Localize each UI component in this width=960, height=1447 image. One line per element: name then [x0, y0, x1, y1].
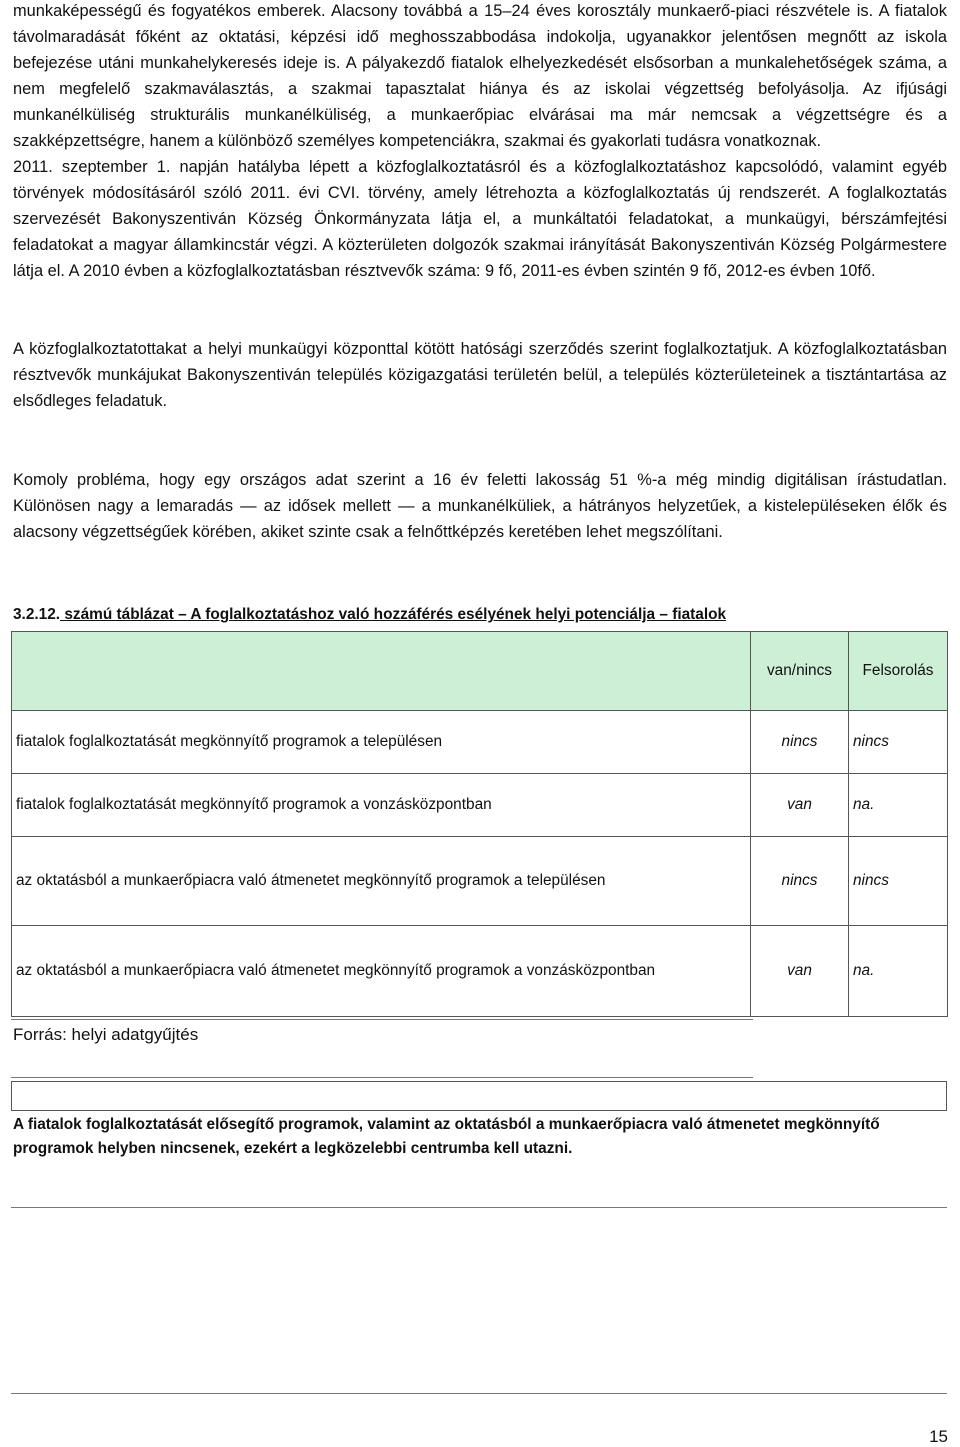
row-label: az oktatásból a munkaerőpiacra való átmenetet megkönnyítő programok a vonzásközpontban [12, 926, 751, 1017]
page-number: 15 [929, 1427, 948, 1446]
paragraph-sentence: munkaképességű és fogyatékos emberek. Alacsony továbbá a 15–24 éves korosztály munkaerő-piaci részvétele is. A fiatalok távolmaradását főként az oktatási, képzési idő meghosszabbodása indokolja, ugyanakkor jelentősen megnőtt az iskola befejezése utáni munkahelykeresés ideje is. A pályakezdő fiatalok elhelyezkedését elsősorban a munkalehetőségek száma, a nem megfelelő szakmaválasztás, a szakmai tapasztalat hiánya és az iskolai végzettség befolyásolja. Az ifjúsági munkanélküliség strukturális munkanélküliség, a munkaerőpiac elvárásai ma már nemcsak a végzettségre és a szakképzettségre, hanem a különböző személyes kompetenciákra, szakmai és gyakorlati tudásra vonatkoznak. [13, 2, 947, 150]
row-vannincs: nincs [751, 837, 849, 926]
row-vannincs: nincs [751, 711, 849, 774]
table-row [12, 837, 948, 926]
table-row [12, 774, 948, 837]
table-title: számú táblázat – A foglalkoztatáshoz való hozzáférés esélyének helyi potenciálja – fiatalok [60, 606, 727, 623]
paragraph-public-work: A közfoglalkoztatottakat a helyi munkaügyi központtal kötött hatósági szerződés szerint foglalkoztatjuk. A közfoglalkoztatásban résztvevők munkájukat Bakonyszentiván település közigazgatási területén belül, a település közterületeinek a tisztántartása az elsődleges feladatuk. [13, 340, 947, 410]
table-header-felsorolas: Felsorolás [849, 632, 948, 711]
row-felsorolas: nincs [849, 837, 948, 926]
paragraph-digital-literacy: Komoly probléma, hogy egy országos adat szerint a 16 év feletti lakosság 51 %-a még mindig digitálisan írástudatlan. Különösen nagy a lemaradás — az idősek mellett — a munkanélküliek, a hátrányos helyzetűek, a kistelepüléseken élők és alacsony végzettségűek körében, akiket szinte csak a felnőttképzés keretében lehet megszólítani. [13, 471, 947, 541]
empty-box [11, 1081, 947, 1111]
row-label: az oktatásból a munkaerőpiacra való átmenetet megkönnyítő programok a településen [12, 837, 751, 926]
paragraph-sentence: 2011. szeptember 1. napján hatályba lépett a közfoglalkoztatásról és a közfoglalkoztatáshoz kapcsolódó, valamint egyéb törvények módosításáról szóló 2011. évi CVI. törvény, amely létrehozta a közfoglalkoztatás új rendszerét. A foglalkoztatás szervezését Bakonyszentiván Község Önkormányzata látja el, a munkáltatói feladatokat, a munkaügyi, bérszámfejtési feladatokat a magyar államkincstár végzi. A közterületen dolgozók szakmai irányítását Bakonyszentiván Község Polgármestere látja el. A 2010 évben a közfoglalkoztatásban résztvevők száma: 9 fő, 2011-es évben szintén 9 fő, 2012-es évben 10fő. [13, 158, 947, 280]
youth-employment-table [11, 631, 948, 1017]
row-felsorolas: na. [849, 926, 948, 1017]
divider-line [11, 1077, 753, 1078]
conclusion-text: A fiatalok foglalkoztatását elősegítő programok, valamint az oktatásból a munkaerőpiacra való átmenetet megkönnyítő programok helyben nincsenek, ezekért a legközelebbi centrumba kell utazni. [13, 1116, 880, 1157]
row-felsorolas: na. [849, 774, 948, 837]
table-row [12, 926, 948, 1017]
table-source: Forrás: helyi adatgyűjtés [13, 1025, 199, 1044]
row-label: fiatalok foglalkoztatását megkönnyítő programok a vonzásközpontban [12, 774, 751, 837]
divider-line [11, 1207, 947, 1208]
divider-line [11, 1019, 753, 1020]
row-felsorolas: nincs [849, 711, 948, 774]
row-vannincs: van [751, 774, 849, 837]
table-caption [13, 606, 726, 624]
table-header-vannincs: van/nincs [751, 632, 849, 711]
paragraph-employment-youth [13, 0, 947, 284]
row-vannincs: van [751, 926, 849, 1017]
table-header-label [12, 632, 751, 711]
row-label: fiatalok foglalkoztatását megkönnyítő programok a településen [12, 711, 751, 774]
divider-line [11, 1393, 947, 1394]
table-row [12, 711, 948, 774]
table-number: 3.2.12. [13, 606, 61, 623]
table-header-row [12, 632, 948, 711]
